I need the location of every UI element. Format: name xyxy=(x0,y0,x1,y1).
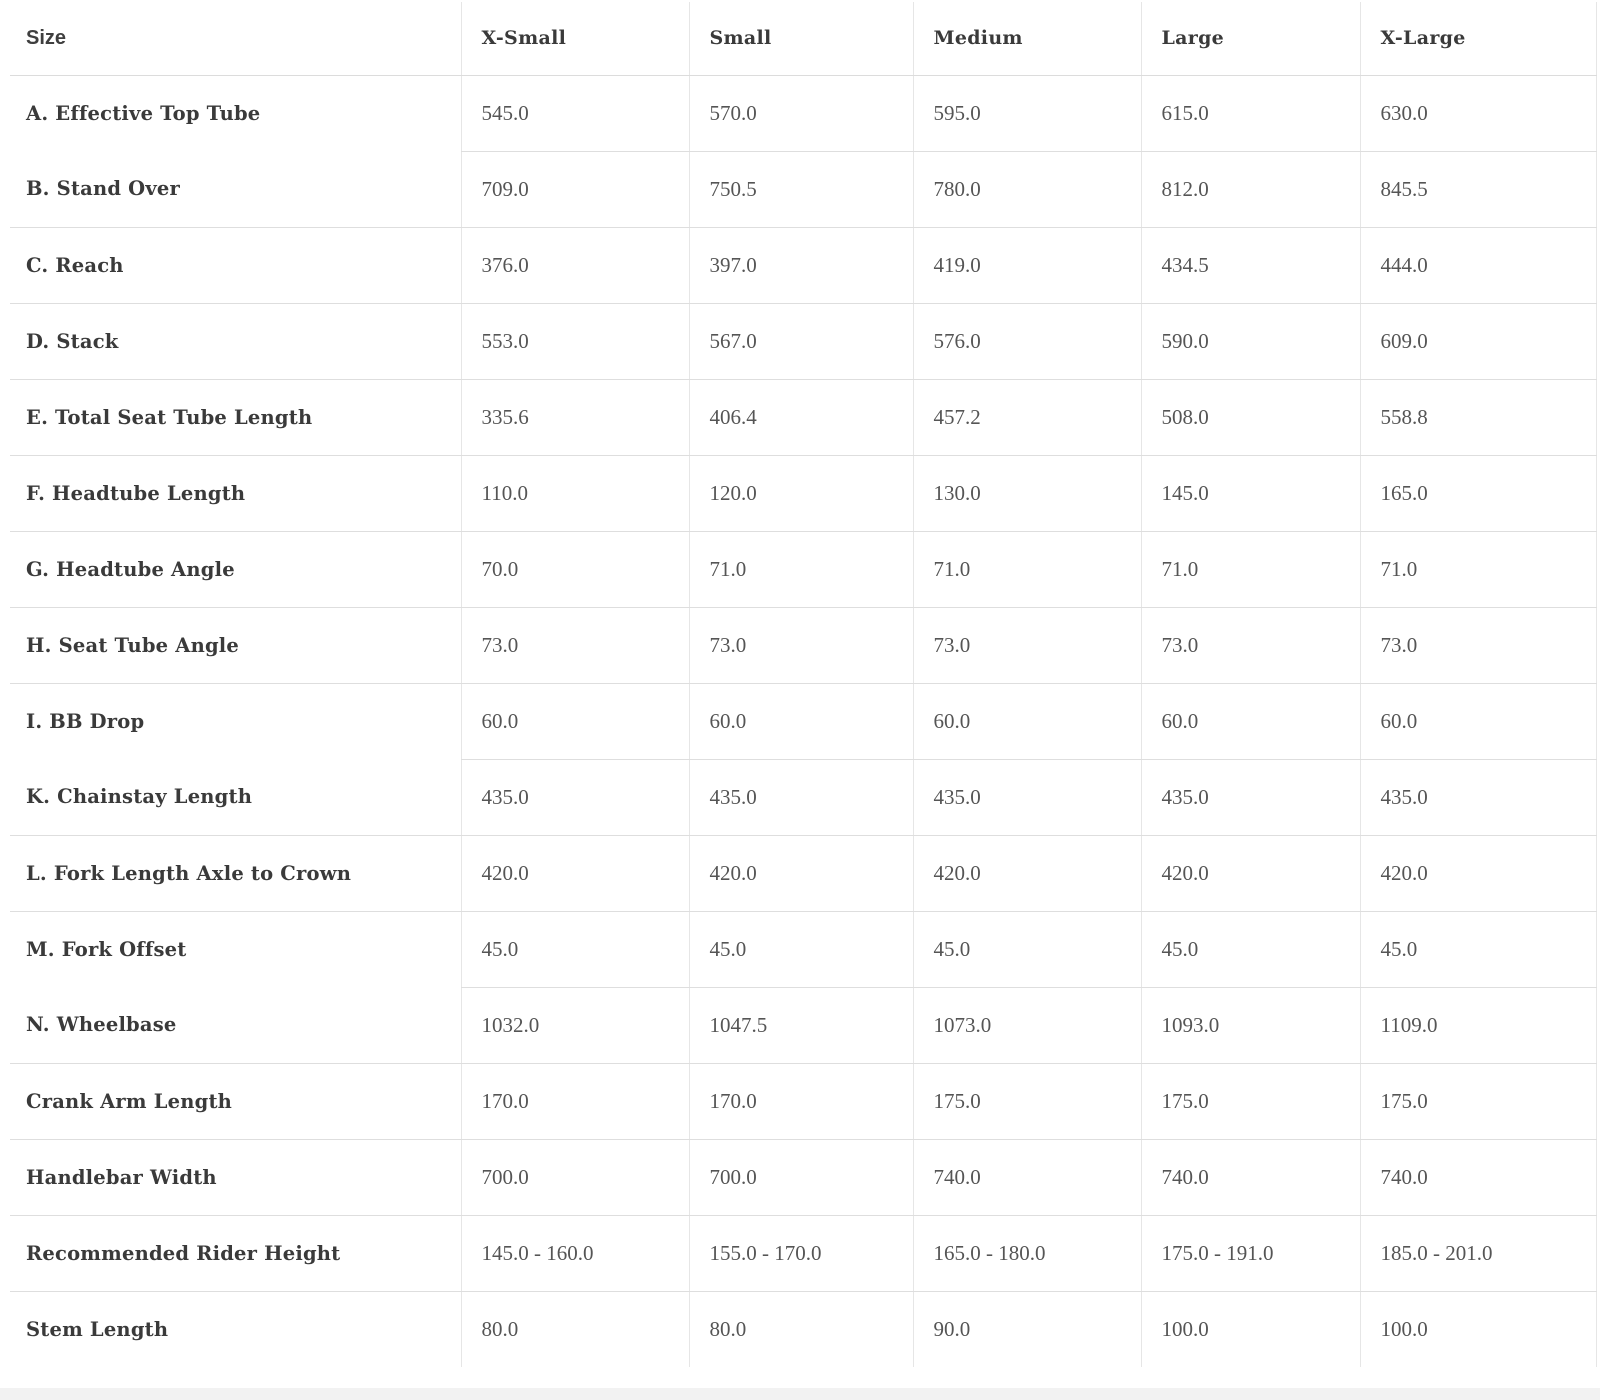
table-cell: 175.0 xyxy=(913,1063,1141,1139)
table-cell: 100.0 xyxy=(1360,1291,1596,1367)
table-cell: 435.0 xyxy=(1141,759,1360,835)
table-cell: 444.0 xyxy=(1360,227,1596,303)
row-label: M. Fork Offset xyxy=(26,937,187,961)
table-cell: 845.5 xyxy=(1360,151,1596,227)
table-cell: 435.0 xyxy=(913,759,1141,835)
row-label: E. Total Seat Tube Length xyxy=(10,379,461,455)
row-label: A. Effective Top Tube xyxy=(26,101,261,125)
table-cell: 812.0 xyxy=(1141,151,1360,227)
table-cell: 1093.0 xyxy=(1141,987,1360,1063)
table-cell: 457.2 xyxy=(913,379,1141,455)
table-cell: 740.0 xyxy=(1360,1139,1596,1215)
table-cell: 165.0 xyxy=(1360,455,1596,531)
column-header-x-small: X-Small xyxy=(461,2,689,75)
table-cell: 590.0 xyxy=(1141,303,1360,379)
table-row xyxy=(10,151,1596,227)
table-row xyxy=(10,531,1596,607)
table-cell: 60.0 xyxy=(913,683,1141,759)
table-cell: 576.0 xyxy=(913,303,1141,379)
row-label: Stem Length xyxy=(26,1317,169,1341)
table-cell: 90.0 xyxy=(913,1291,1141,1367)
table-cell: 435.0 xyxy=(1360,759,1596,835)
table-cell: 60.0 xyxy=(1360,683,1596,759)
table-cell: 45.0 xyxy=(1360,911,1596,987)
table-cell: 73.0 xyxy=(689,607,913,683)
table-cell: 60.0 xyxy=(461,683,689,759)
row-label: I. BB Drop xyxy=(26,709,145,733)
row-label: B. Stand Over xyxy=(10,151,461,227)
bottom-scroll-strip xyxy=(0,1388,1600,1400)
table-row xyxy=(10,759,1596,835)
table-cell: 615.0 xyxy=(1141,75,1360,151)
table-cell: 570.0 xyxy=(689,75,913,151)
column-header-x-large: X-Large xyxy=(1360,2,1596,75)
table-cell: 130.0 xyxy=(913,455,1141,531)
row-label: D. Stack xyxy=(10,303,461,379)
table-cell: 1047.5 xyxy=(689,987,913,1063)
table-cell: 80.0 xyxy=(689,1291,913,1367)
table-cell: 120.0 xyxy=(689,455,913,531)
table-cell: 73.0 xyxy=(1141,607,1360,683)
table-cell: 709.0 xyxy=(461,151,689,227)
table-cell: 700.0 xyxy=(461,1139,689,1215)
table-cell: 420.0 xyxy=(913,835,1141,911)
table-cell: 73.0 xyxy=(461,607,689,683)
table-cell: 185.0 - 201.0 xyxy=(1360,1215,1596,1291)
table-body xyxy=(10,75,1596,1367)
table-cell: 1032.0 xyxy=(461,987,689,1063)
column-header-small: Small xyxy=(689,2,913,75)
table-row xyxy=(10,1291,1596,1367)
table-cell: 175.0 xyxy=(1360,1063,1596,1139)
geometry-chart xyxy=(10,2,1596,1380)
table-cell: 100.0 xyxy=(1141,1291,1360,1367)
table-cell: 740.0 xyxy=(913,1139,1141,1215)
table-row xyxy=(10,227,1596,303)
column-header-medium: Medium xyxy=(913,2,1141,75)
table-cell: 508.0 xyxy=(1141,379,1360,455)
row-label: L. Fork Length Axle to Crown xyxy=(10,835,461,911)
table-cell: 435.0 xyxy=(689,759,913,835)
table-cell: 80.0 xyxy=(461,1291,689,1367)
table-cell: 73.0 xyxy=(1360,607,1596,683)
table-cell: 145.0 xyxy=(1141,455,1360,531)
table-cell: 397.0 xyxy=(689,227,913,303)
table-row xyxy=(10,683,1596,759)
table-cell: 110.0 xyxy=(461,455,689,531)
table-row xyxy=(10,75,1596,151)
row-label: N. Wheelbase xyxy=(10,987,461,1063)
table-cell: 545.0 xyxy=(461,75,689,151)
table-cell: 175.0 xyxy=(1141,1063,1360,1139)
table-cell: 45.0 xyxy=(689,911,913,987)
table-cell: 376.0 xyxy=(461,227,689,303)
table-cell: 420.0 xyxy=(461,835,689,911)
table-cell: 60.0 xyxy=(689,683,913,759)
row-label: G. Headtube Angle xyxy=(10,531,461,607)
column-header-large: Large xyxy=(1141,2,1360,75)
table-cell: 1073.0 xyxy=(913,987,1141,1063)
table-cell: 71.0 xyxy=(1141,531,1360,607)
table-cell: 1109.0 xyxy=(1360,987,1596,1063)
table-cell: 71.0 xyxy=(913,531,1141,607)
table-cell: 434.5 xyxy=(1141,227,1360,303)
header-row xyxy=(10,2,1596,75)
table-cell: 71.0 xyxy=(689,531,913,607)
row-label: Crank Arm Length xyxy=(10,1063,461,1139)
row-label: C. Reach xyxy=(10,227,461,303)
table-cell: 145.0 - 160.0 xyxy=(461,1215,689,1291)
table-cell: 420.0 xyxy=(1141,835,1360,911)
size-column-header: Size xyxy=(10,2,461,75)
table-cell: 780.0 xyxy=(913,151,1141,227)
table-row xyxy=(10,607,1596,683)
table-cell: 700.0 xyxy=(689,1139,913,1215)
table-cell: 170.0 xyxy=(689,1063,913,1139)
table-cell: 70.0 xyxy=(461,531,689,607)
table-row xyxy=(10,1139,1596,1215)
table-row xyxy=(10,987,1596,1063)
table-cell: 595.0 xyxy=(913,75,1141,151)
table-row xyxy=(10,379,1596,455)
table-cell: 567.0 xyxy=(689,303,913,379)
row-label: Handlebar Width xyxy=(10,1139,461,1215)
table-cell: 419.0 xyxy=(913,227,1141,303)
table-cell: 60.0 xyxy=(1141,683,1360,759)
table-cell: 165.0 - 180.0 xyxy=(913,1215,1141,1291)
row-label: H. Seat Tube Angle xyxy=(10,607,461,683)
table-cell: 45.0 xyxy=(461,911,689,987)
table-cell: 73.0 xyxy=(913,607,1141,683)
geometry-table xyxy=(10,2,1597,1367)
table-cell: 406.4 xyxy=(689,379,913,455)
table-row xyxy=(10,1063,1596,1139)
table-cell: 435.0 xyxy=(461,759,689,835)
table-cell: 155.0 - 170.0 xyxy=(689,1215,913,1291)
table-cell: 630.0 xyxy=(1360,75,1596,151)
table-cell: 45.0 xyxy=(1141,911,1360,987)
table-cell: 420.0 xyxy=(1360,835,1596,911)
table-cell: 558.8 xyxy=(1360,379,1596,455)
table-cell: 335.6 xyxy=(461,379,689,455)
table-cell: 553.0 xyxy=(461,303,689,379)
table-cell: 71.0 xyxy=(1360,531,1596,607)
table-row xyxy=(10,303,1596,379)
table-row xyxy=(10,1215,1596,1291)
row-label: K. Chainstay Length xyxy=(10,759,461,835)
table-cell: 420.0 xyxy=(689,835,913,911)
row-label: Recommended Rider Height xyxy=(10,1215,461,1291)
table-cell: 740.0 xyxy=(1141,1139,1360,1215)
table-cell: 750.5 xyxy=(689,151,913,227)
row-label: F. Headtube Length xyxy=(10,455,461,531)
table-row xyxy=(10,911,1596,987)
table-row xyxy=(10,455,1596,531)
table-header xyxy=(10,2,1596,75)
table-cell: 175.0 - 191.0 xyxy=(1141,1215,1360,1291)
table-cell: 609.0 xyxy=(1360,303,1596,379)
table-row xyxy=(10,835,1596,911)
table-cell: 45.0 xyxy=(913,911,1141,987)
table-cell: 170.0 xyxy=(461,1063,689,1139)
